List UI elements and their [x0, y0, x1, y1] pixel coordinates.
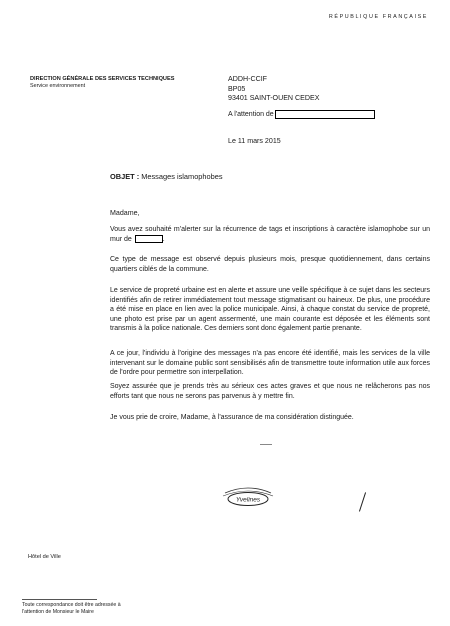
official-stamp: [222, 485, 274, 512]
paragraph-1: [110, 225, 430, 244]
footer-line-1: Toute correspondance doit être adressée à: [22, 602, 121, 608]
subject-label: OBJET :: [110, 172, 140, 181]
paragraph-6: Je vous prie de croire, Madame, à l'assurance de ma considération distinguée.: [110, 414, 354, 421]
stamp-text: Yvelines: [235, 496, 261, 504]
signature-stroke: [359, 492, 367, 511]
salutation: Madame,: [110, 209, 140, 217]
paragraph-3: Le service de propreté urbaine est en alerte et assure une veille spécifique à ce sujet dans les secteurs identifiés afin de retirer immédiatement tout message stigmatisant ou haineux. De plus, une procédure a été mise en place en lien avec la police municipale. Ainsi, à chaque constat du service de propreté, une photo est prise par un agent assermenté, une main courante est déposée et les éléments sont transmis à la police nationale. Ces derniers sont donc également partie prenante.: [110, 287, 430, 333]
subject-line: [110, 172, 223, 181]
paragraph-5: Soyez assurée que je prends très au sérieux ces actes graves et que nous ne relâcherons pas nos efforts tant que nous ne serons pas parvenus à y mettre fin.: [110, 383, 430, 400]
stamp-seal-icon: [222, 485, 274, 507]
footer-divider: [22, 599, 97, 600]
footer-line-2: l'attention de Monsieur le Maire: [22, 609, 94, 616]
sender-service: Service environnement: [30, 83, 86, 89]
attention-line: [228, 110, 375, 119]
paragraph-4: A ce jour, l'individu à l'origine des messages n'a pas encore été identifié, mais les services de la ville intervenant sur le domaine public sont sensibilisés afin de transmettre toute information utile aux forces de l'ordre pour permettre son interpellation.: [110, 350, 430, 377]
sender-department: DIRECTION GÉNÉRALE DES SERVICES TECHNIQUES: [30, 76, 175, 82]
redaction-box-inline: [135, 235, 163, 243]
recipient-address: [228, 75, 319, 104]
paragraph-1-end: .: [162, 235, 165, 243]
attention-label: A l'attention de: [228, 111, 274, 118]
redaction-box: [275, 110, 375, 119]
separator-mark: [260, 444, 272, 445]
recipient-city: 93401 SAINT-OUEN CEDEX: [228, 94, 320, 102]
paragraph-2: Ce type de message est observé depuis plusieurs mois, presque quotidiennement, dans certains quartiers ciblés de la commune.: [110, 256, 430, 273]
hotel-de-ville: Hôtel de Ville: [28, 554, 61, 560]
subject-text: Messages islamophobes: [141, 172, 223, 181]
recipient-org: ADDH-CCIF: [228, 75, 268, 83]
footer-note: [22, 602, 121, 617]
paragraph-1-text: Vous avez souhaité m'alerter sur la récurrence de tags et inscriptions à caractère islamophobe sur un mur de: [110, 226, 430, 243]
republic-header: RÉPUBLIQUE FRANÇAISE: [328, 14, 428, 20]
letter-date: Le 11 mars 2015: [228, 137, 281, 145]
recipient-po-box: BP05: [228, 84, 246, 93]
